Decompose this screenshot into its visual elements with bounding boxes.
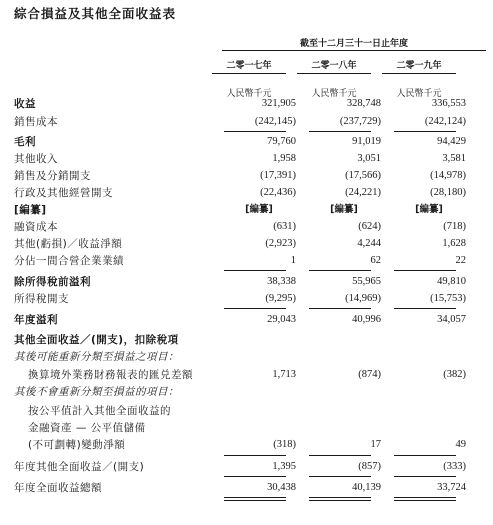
value-2018: 17 [370, 439, 381, 450]
row-label: 毛利 [14, 136, 36, 148]
value-2019: (15,753) [430, 293, 466, 304]
value-2018: (857) [358, 461, 381, 472]
row-gross-profit [14, 133, 486, 151]
row-oci-for-year [14, 458, 486, 476]
value-2018: (624) [358, 221, 381, 232]
row-label: 其後不會重新分類至損益的項目： [14, 386, 179, 398]
value-2019: 3,581 [442, 153, 466, 164]
subtotal-rule [394, 476, 456, 477]
row-share-of-jv [14, 252, 486, 270]
row-label: 收益 [14, 98, 36, 110]
value-2019: 336,553 [431, 98, 466, 109]
subtotal-rule [394, 131, 456, 132]
column-unit-2018: 人民幣千元 [311, 89, 357, 99]
subtotal-rule [224, 131, 286, 132]
value-2017: (22,436) [260, 187, 296, 198]
row-selling-distribution [14, 167, 486, 185]
row-non-reclassifiable-heading [14, 383, 486, 401]
row-exchange-differences [14, 366, 486, 384]
column-rule-2019 [382, 73, 456, 74]
row-revenue [14, 95, 486, 113]
value-2018: 3,051 [357, 153, 381, 164]
value-2019: 22 [455, 255, 466, 266]
subtotal-rule [224, 455, 286, 456]
row-income-tax [14, 290, 486, 308]
value-2019: (242,124) [424, 116, 466, 127]
subtotal-rule [224, 476, 286, 477]
row-label: 除所得稅前溢利 [14, 276, 91, 288]
column-unit-2019: 人民幣千元 [396, 89, 442, 99]
row-other-income [14, 150, 486, 168]
subtotal-rule [394, 455, 456, 456]
value-2017: 29,043 [267, 314, 296, 325]
value-2018: 55,965 [352, 276, 381, 287]
value-2017: [編纂] [245, 204, 273, 215]
column-year-2018: 二零一八年 [311, 61, 357, 71]
value-2019: (14,978) [430, 170, 466, 181]
subtotal-rule [224, 308, 286, 309]
value-2017: (2,923) [265, 238, 296, 249]
value-2019: (333) [443, 461, 466, 472]
value-2017: 1,713 [272, 369, 296, 380]
row-label: 融資成本 [14, 221, 58, 233]
row-fvoci-line-2 [14, 419, 486, 437]
value-2018: (237,729) [339, 116, 381, 127]
value-2018: 40,996 [352, 314, 381, 325]
value-2018: 4,244 [357, 238, 381, 249]
row-total-comprehensive-income [14, 479, 486, 497]
row-profit-for-year [14, 311, 486, 329]
value-2019: (718) [443, 221, 466, 232]
subtotal-rule [309, 455, 371, 456]
value-2018: 62 [370, 255, 381, 266]
row-label: (不可劃轉)變動淨額 [28, 439, 126, 451]
row-label: 行政及其他經營開支 [14, 187, 113, 199]
value-2018: (14,969) [345, 293, 381, 304]
value-2017: 1 [290, 255, 296, 266]
row-label: [編纂] [14, 204, 47, 216]
row-label: 其後可能重新分類至損益之項目： [14, 351, 179, 363]
row-oci-heading [14, 331, 486, 349]
row-profit-before-tax [14, 273, 486, 291]
row-label: 按公平值計入其他全面收益的 [28, 405, 171, 417]
value-2019: [編纂] [415, 204, 443, 215]
column-year-2017: 二零一七年 [226, 61, 272, 71]
value-2018: (874) [358, 369, 381, 380]
row-label: 年度全面收益總額 [14, 482, 102, 494]
value-2017: (242,145) [254, 116, 296, 127]
subtotal-rule [309, 476, 371, 477]
column-rule-2017 [212, 73, 286, 74]
period-header: 截至十二月三十一日止年度 [299, 39, 408, 49]
subtotal-rule [224, 270, 286, 271]
value-2017: 1,395 [272, 461, 296, 472]
row-reclassifiable-heading [14, 348, 486, 366]
value-2019: 33,724 [437, 482, 466, 493]
column-unit-2017: 人民幣千元 [226, 89, 272, 99]
value-2019: (382) [443, 369, 466, 380]
value-2017: (9,295) [265, 293, 296, 304]
row-redacted [14, 201, 486, 219]
subtotal-rule [309, 270, 371, 271]
value-2017: 79,760 [267, 136, 296, 147]
row-admin-expenses [14, 184, 486, 202]
column-rule-2018 [297, 73, 371, 74]
value-2017: 38,338 [267, 276, 296, 287]
value-2017: (318) [273, 439, 296, 450]
value-2017: 321,905 [261, 98, 296, 109]
value-2017: (631) [273, 221, 296, 232]
value-2018: (24,221) [345, 187, 381, 198]
subtotal-rule [394, 308, 456, 309]
row-label: 分佔一間合營企業業績 [14, 255, 124, 267]
subtotal-rule [309, 308, 371, 309]
subtotal-rule [309, 131, 371, 132]
value-2017: (17,391) [260, 170, 296, 181]
value-2017: 30,438 [267, 482, 296, 493]
value-2019: (28,180) [430, 187, 466, 198]
value-2019: 34,057 [437, 314, 466, 325]
row-label: 銷售成本 [14, 116, 58, 128]
column-year-2019: 二零一九年 [396, 61, 442, 71]
row-other-gains-losses [14, 235, 486, 253]
row-label: 金融資產 — 公平值儲備 [28, 422, 146, 434]
row-label: 所得稅開支 [14, 293, 69, 305]
value-2017: 1,958 [272, 153, 296, 164]
total-double-rule [309, 497, 371, 501]
value-2018: 40,139 [352, 482, 381, 493]
total-double-rule [394, 497, 456, 501]
row-label: 年度其他全面收益／(開支) [14, 461, 145, 473]
row-label: 銷售及分銷開支 [14, 170, 91, 182]
value-2019: 49 [455, 439, 466, 450]
subtotal-rule [394, 270, 456, 271]
value-2018: [編纂] [330, 204, 358, 215]
statement-title: 綜合損益及其他全面收益表 [14, 6, 177, 21]
row-label: 年度溢利 [14, 314, 58, 326]
value-2019: 94,429 [437, 136, 466, 147]
total-double-rule [224, 497, 286, 501]
period-header-rule [222, 50, 486, 51]
value-2018: 328,748 [346, 98, 381, 109]
row-label: 其他(虧損)／收益淨額 [14, 238, 123, 250]
value-2019: 1,628 [442, 238, 466, 249]
row-label: 換算境外業務財務報表的匯兑差額 [28, 369, 193, 381]
row-fvoci-net-change [14, 436, 486, 454]
value-2018: 91,019 [352, 136, 381, 147]
value-2019: 49,810 [437, 276, 466, 287]
row-finance-costs [14, 218, 486, 236]
row-cost-of-sales [14, 113, 486, 131]
row-label: 其他全面收益／(開支)，扣除稅項 [14, 334, 179, 346]
row-label: 其他收入 [14, 153, 58, 165]
row-fvoci-line-1 [14, 402, 486, 420]
value-2018: (17,566) [345, 170, 381, 181]
